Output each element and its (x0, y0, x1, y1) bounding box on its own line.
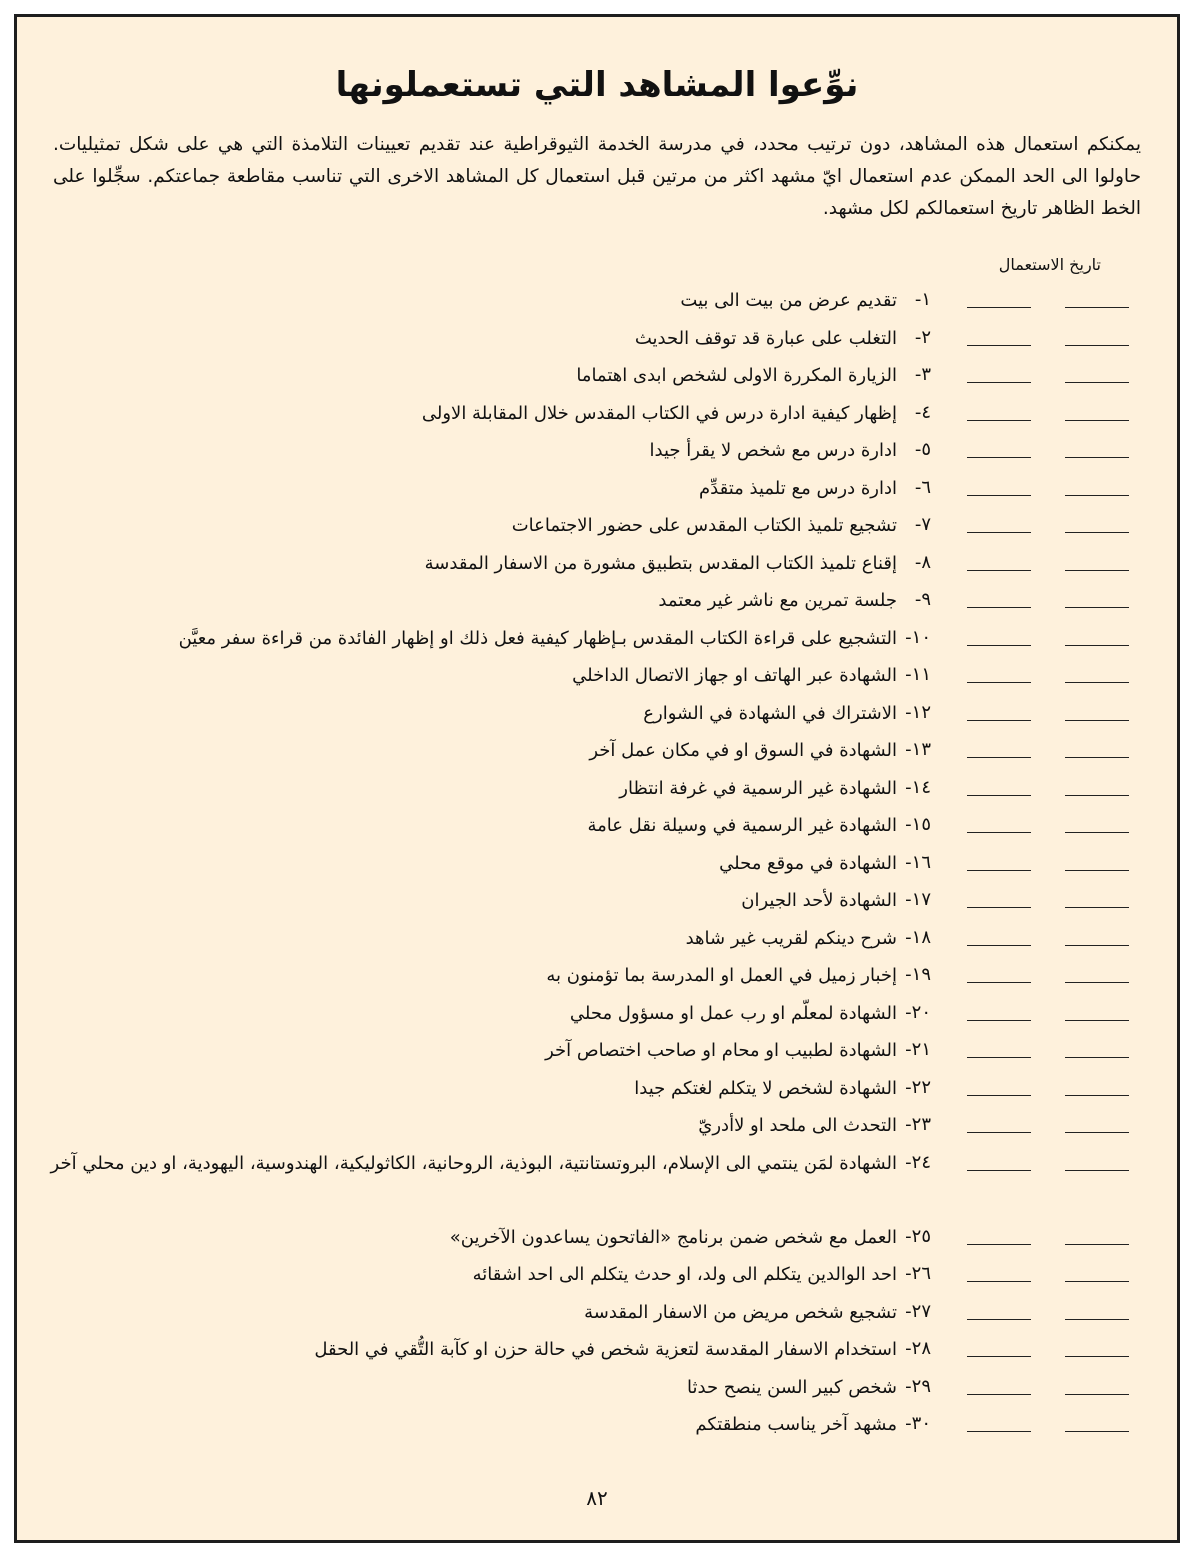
item-text: الشهادة في موقع محلي (719, 852, 897, 874)
item-text: التشجيع على قراءة الكتاب المقدس بـإظهار كيفية فعل ذلك او إظهار الفائدة من قراءة سفر معيَّن (178, 627, 897, 649)
item-number: ١٠- (905, 626, 931, 648)
item-number: ١١- (905, 664, 931, 685)
item-text: استخدام الاسفار المقدسة لتعزية شخص في حالة حزن او كآبة التُّقي في الحقل (314, 1339, 897, 1360)
date-blank-2[interactable] (967, 400, 1031, 421)
date-blank-2[interactable] (967, 362, 1031, 383)
item-number: ٨- (914, 551, 931, 573)
date-blank-2[interactable] (967, 775, 1031, 796)
date-blank-2[interactable] (967, 1374, 1031, 1395)
item-text: جلسة تمرين مع ناشر غير معتمد (658, 590, 897, 611)
date-blank-2[interactable] (967, 1299, 1031, 1320)
date-blank-2[interactable] (967, 550, 1031, 571)
item-number: ٣- (914, 364, 931, 385)
date-blank-2[interactable] (967, 1150, 1031, 1171)
date-blank-1[interactable] (1065, 362, 1129, 383)
date-blank-1[interactable] (1065, 925, 1129, 946)
item-number: ٢٩- (905, 1375, 931, 1397)
date-blank-2[interactable] (967, 587, 1031, 608)
date-blank-2[interactable] (967, 925, 1031, 946)
date-column-header: تاريخ الاستعمال (998, 255, 1101, 274)
item-number: ١٣- (905, 739, 931, 760)
item-text: إخبار زميل في العمل او المدرسة بما تؤمنون به (546, 965, 897, 986)
date-blank-2[interactable] (967, 475, 1031, 496)
item-number: ٢٠- (905, 1001, 931, 1023)
date-blank-1[interactable] (1065, 775, 1129, 796)
date-blank-1[interactable] (1065, 550, 1129, 571)
item-text: الشهادة لمَن ينتمي الى الإسلام، البروتستانتية، البوذية، الروحانية، الكاثوليكية، الهندوسية، اليهودية، او دين محلي آخر (50, 1152, 897, 1174)
list-item (47, 1336, 1129, 1374)
list-item (47, 437, 1129, 475)
item-number: ٢- (914, 326, 931, 348)
item-text: الشهادة في السوق او في مكان عمل آخر (589, 740, 897, 761)
item-text: الشهادة عبر الهاتف او جهاز الاتصال الداخلي (572, 665, 897, 686)
item-number: ١٩- (905, 964, 931, 985)
date-blank-2[interactable] (967, 1261, 1031, 1282)
scenario-list (47, 287, 1129, 1449)
item-text: احد الوالدين يتكلم الى ولد، او حدث يتكلم الى احد اشقائه (472, 1264, 897, 1285)
item-number: ٢٧- (905, 1300, 931, 1322)
item-text: الشهادة غير الرسمية في غرفة انتظار (619, 777, 897, 799)
date-blank-1[interactable] (1065, 1075, 1129, 1096)
list-item (47, 700, 1129, 738)
item-text: الشهادة لأحد الجيران (741, 890, 897, 911)
item-text: شرح دينكم لقريب غير شاهد (685, 927, 897, 949)
date-blank-2[interactable] (967, 737, 1031, 758)
date-blank-1[interactable] (1065, 737, 1129, 758)
item-text: الشهادة لمعلّم او رب عمل او مسؤول محلي (569, 1002, 897, 1024)
item-number: ١٤- (905, 776, 931, 798)
item-number: ٢٨- (905, 1338, 931, 1359)
date-blank-1[interactable] (1065, 625, 1129, 646)
date-blank-1[interactable] (1065, 1112, 1129, 1133)
item-number: ٤- (914, 401, 931, 423)
date-blank-2[interactable] (967, 325, 1031, 346)
date-blank-1[interactable] (1065, 1299, 1129, 1320)
item-text: مشهد آخر يناسب منطقتكم (695, 1414, 897, 1435)
list-item (47, 850, 1129, 888)
date-blank-1[interactable] (1065, 1000, 1129, 1021)
item-number: ١٦- (905, 851, 931, 873)
date-blank-1[interactable] (1065, 587, 1129, 608)
date-blank-1[interactable] (1065, 662, 1129, 683)
item-text: التغلب على عبارة قد توقف الحديث (634, 327, 897, 349)
date-blank-1[interactable] (1065, 700, 1129, 721)
item-number: ١٧- (905, 889, 931, 910)
list-item (47, 812, 1129, 850)
item-number: ٥- (914, 439, 931, 460)
date-blank-2[interactable] (967, 887, 1031, 908)
date-blank-2[interactable] (967, 962, 1031, 983)
item-text: ادارة درس مع شخص لا يقرأ جيدا (649, 440, 897, 461)
item-text: ادارة درس مع تلميذ متقدِّم (699, 477, 897, 499)
date-blank-2[interactable] (967, 1000, 1031, 1021)
date-blank-2[interactable] (967, 1411, 1031, 1432)
list-item (47, 1037, 1129, 1075)
date-blank-1[interactable] (1065, 287, 1129, 308)
item-number: ٣٠- (905, 1413, 931, 1434)
item-text: الشهادة لطبيب او محام او صاحب اختصاص آخر (545, 1040, 897, 1061)
date-blank-1[interactable] (1065, 325, 1129, 346)
date-blank-2[interactable] (967, 662, 1031, 683)
intro-paragraph: يمكنكم استعمال هذه المشاهد، دون ترتيب محدد، في مدرسة الخدمة الثيوقراطية عند تقديم تعيينات التلامذة التي هي على شكل تمثيليات. حاولوا الى الحد الممكن عدم استعمال ايّ مشهد اكثر من مرتين قبل استعمال كل المشاهد الاخرى التي تناسب مقاطعة جماعتكم. سجِّلوا على الخط الظاهر تاريخ استعمالكم لكل مشهد. (53, 134, 1141, 219)
date-blank-2[interactable] (967, 1037, 1031, 1058)
list-item (47, 1374, 1129, 1412)
date-blank-2[interactable] (967, 1075, 1031, 1096)
item-number: ٢٣- (905, 1114, 931, 1135)
date-blank-1[interactable] (1065, 850, 1129, 871)
date-blank-2[interactable] (967, 812, 1031, 833)
item-number: ٧- (914, 514, 931, 535)
document-page (14, 14, 1180, 1543)
date-blank-2[interactable] (967, 1112, 1031, 1133)
item-text: العمل مع شخص ضمن برنامج «الفاتحون يساعدون الآخرين» (449, 1226, 897, 1248)
date-blank-1[interactable] (1065, 1150, 1129, 1171)
list-item (47, 887, 1129, 925)
item-text: شخص كبير السن ينصح حدثا (687, 1376, 897, 1398)
page-number: ٨٢ (586, 1486, 608, 1510)
list-item (47, 400, 1129, 438)
item-text: التحدث الى ملحد او لاأدريّ (698, 1115, 897, 1136)
list-item (47, 1075, 1129, 1113)
list-item (47, 1411, 1129, 1449)
item-text: الزيارة المكررة الاولى لشخص ابدى اهتماما (576, 365, 897, 386)
date-blank-1[interactable] (1065, 1224, 1129, 1245)
date-blank-2[interactable] (967, 1224, 1031, 1245)
page-title: نوِّعوا المشاهد التي تستعملونها (335, 65, 859, 105)
item-text: تشجيع تلميذ الكتاب المقدس على حضور الاجتماعات (511, 515, 897, 536)
date-blank-2[interactable] (967, 700, 1031, 721)
item-number: ٢٥- (905, 1225, 931, 1247)
date-blank-1[interactable] (1065, 437, 1129, 458)
item-number: ٢٤- (905, 1151, 931, 1173)
item-number: ٢١- (905, 1039, 931, 1060)
item-text: الاشتراك في الشهادة في الشوارع (643, 702, 897, 724)
date-blank-2[interactable] (967, 287, 1031, 308)
item-text: تقديم عرض من بيت الى بيت (680, 290, 897, 311)
date-blank-1[interactable] (1065, 512, 1129, 533)
date-blank-1[interactable] (1065, 812, 1129, 833)
date-blank-1[interactable] (1065, 1411, 1129, 1432)
item-number: ١٥- (905, 814, 931, 835)
date-blank-1[interactable] (1065, 1336, 1129, 1357)
date-blank-1[interactable] (1065, 1261, 1129, 1282)
date-blank-2[interactable] (967, 437, 1031, 458)
date-blank-2[interactable] (967, 512, 1031, 533)
item-text: الشهادة غير الرسمية في وسيلة نقل عامة (587, 815, 897, 836)
date-blank-1[interactable] (1065, 475, 1129, 496)
date-blank-1[interactable] (1065, 962, 1129, 983)
item-text: إظهار كيفية ادارة درس في الكتاب المقدس خلال المقابلة الاولى (421, 402, 897, 424)
item-number: ٦- (914, 476, 931, 498)
date-blank-2[interactable] (967, 625, 1031, 646)
item-number: ١٨- (905, 926, 931, 948)
date-blank-1[interactable] (1065, 887, 1129, 908)
date-blank-1[interactable] (1065, 400, 1129, 421)
date-blank-1[interactable] (1065, 1374, 1129, 1395)
date-blank-2[interactable] (967, 1336, 1031, 1357)
item-number: ١٢- (905, 701, 931, 723)
item-number: ٩- (914, 589, 931, 610)
list-item (47, 550, 1129, 588)
item-text: إقناع تلميذ الكتاب المقدس بتطبيق مشورة من الاسفار المقدسة (424, 552, 897, 574)
date-blank-1[interactable] (1065, 1037, 1129, 1058)
item-text: تشجيع شخص مريض من الاسفار المقدسة (584, 1301, 897, 1323)
list-item (47, 662, 1129, 700)
list-item (47, 737, 1129, 775)
date-blank-2[interactable] (967, 850, 1031, 871)
item-number: ١- (914, 289, 931, 310)
list-item (47, 287, 1129, 325)
item-number: ٢٦- (905, 1263, 931, 1284)
item-number: ٢٢- (905, 1076, 931, 1098)
list-item (47, 1150, 1129, 1224)
item-text: الشهادة لشخص لا يتكلم لغتكم جيدا (634, 1077, 897, 1099)
